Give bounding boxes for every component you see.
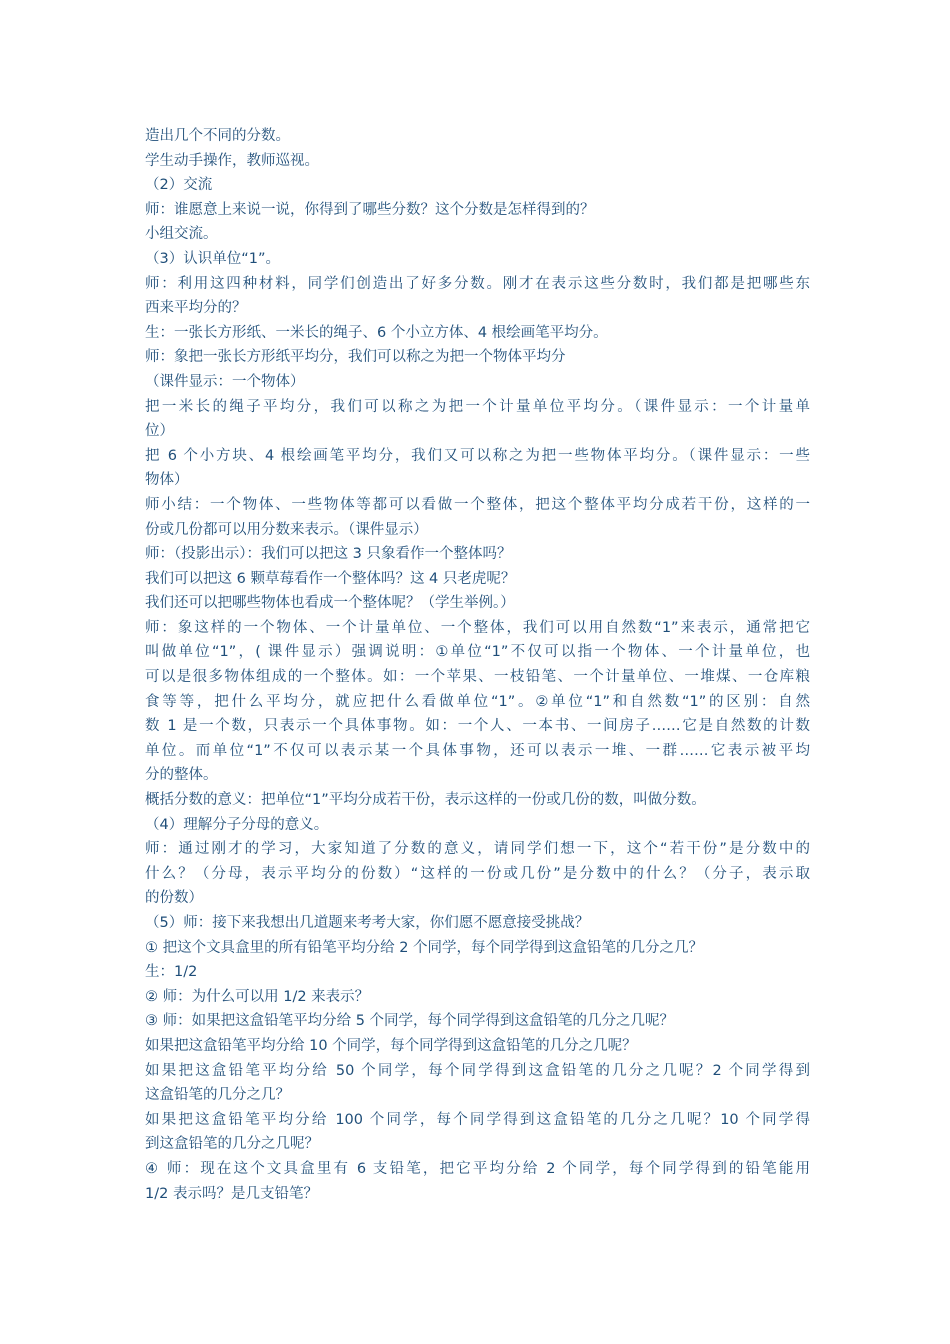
text-line: 这盒铅笔的几分之几？ <box>145 1087 290 1104</box>
text-line: 生：一张长方形纸、一米长的绳子、6 个小立方体、4 根绘画笔平均分。 <box>145 324 608 341</box>
text-line: 的份数） <box>145 890 203 907</box>
text-line: 概括分数的意义：把单位“1”平均分成若干份，表示这样的一份或几份的数，叫做分数。 <box>145 792 706 809</box>
text-line: 我们可以把这 6 颗草莓看作一个整体吗？这 4 只老虎呢？ <box>145 570 516 587</box>
text-line: 物体） <box>145 472 189 489</box>
lesson-text-body <box>145 124 810 1206</box>
text-line: 分的整体。 <box>145 767 218 784</box>
text-line: （5）师：接下来我想出几道题来考考大家，你们愿不愿意接受挑战？ <box>145 915 590 931</box>
text-line: 食等等，把什么平均分，就应把什么看做单位“1”。②单位“1”和自然数“1”的区别：自然 <box>145 693 810 710</box>
text-line: （2）交流 <box>145 177 213 194</box>
text-line: 份或几份都可以用分数来表示。（课件显示） <box>145 521 428 538</box>
text-line: ④ 师：现在这个文具盒里有 6 支铅笔，把它平均分给 2 个同学，每个同学得到的铅笔能用 <box>145 1160 810 1177</box>
text-line: 单位。而单位“1”不仅可以表示某一个具体事物，还可以表示一堆、一群……它表示被平均 <box>145 742 810 759</box>
text-line: ③ 师：如果把这盒铅笔平均分给 5 个同学，每个同学得到这盒铅笔的几分之几呢？ <box>145 1013 675 1030</box>
text-line: 可以是很多物体组成的一个整体。如：一个苹果、一枝铅笔、一个计量单位、一堆煤、一仓库粮 <box>145 669 810 686</box>
text-line: 数 1 是一个数，只表示一个具体事物。如：一个人、一本书、一间房子……它是自然数的计数 <box>145 718 810 735</box>
text-line: 到这盒铅笔的几分之几呢？ <box>145 1136 319 1153</box>
text-line: 把 6 个小方块、4 根绘画笔平均分，我们又可以称之为把一些物体平均分。（课件显示：一些 <box>145 447 810 464</box>
text-line: 生：1/2 <box>145 964 198 981</box>
text-line: 如果把这盒铅笔平均分给 100 个同学，每个同学得到这盒铅笔的几分之几呢？10 个同学得 <box>145 1111 810 1128</box>
text-line: 师：通过刚才的学习，大家知道了分数的意义，请同学们想一下，这个“若干份”是分数中的 <box>145 841 810 858</box>
text-line: （3）认识单位“1”。 <box>145 250 280 267</box>
text-line: 师：谁愿意上来说一说，你得到了哪些分数？这个分数是怎样得到的？ <box>145 201 595 218</box>
text-line: 什么？（分母，表示平均分的份数）“这样的一份或几份”是分数中的什么？（分子，表示取 <box>145 865 810 882</box>
text-line: 西来平均分的？ <box>145 300 247 317</box>
text-line: 如果把这盒铅笔平均分给 10 个同学，每个同学得到这盒铅笔的几分之几呢？ <box>145 1037 637 1054</box>
text-line: 我们还可以把哪些物体也看成一个整体呢？（学生举例。） <box>145 595 515 612</box>
text-line: （课件显示：一个物体） <box>145 373 305 390</box>
text-line: 造出几个不同的分数。 <box>145 128 290 144</box>
text-line: 位） <box>145 423 174 440</box>
text-line: 把一米长的绳子平均分，我们可以称之为把一个计量单位平均分。（课件显示：一个计量单 <box>145 398 810 415</box>
text-line: 学生动手操作，教师巡视。 <box>145 152 319 169</box>
text-line: 小组交流。 <box>145 226 218 243</box>
text-line: ① 把这个文具盒里的所有铅笔平均分给 2 个同学，每个同学得到这盒铅笔的几分之几？ <box>145 939 704 956</box>
text-line: （4）理解分子分母的意义。 <box>145 816 329 833</box>
text-line: 师：象把一张长方形纸平均分，我们可以称之为把一个物体平均分 <box>145 349 566 366</box>
text-line: 如果把这盒铅笔平均分给 50 个同学，每个同学得到这盒铅笔的几分之几呢？2 个同学得到 <box>145 1062 810 1079</box>
text-line: ② 师：为什么可以用 1/2 来表示？ <box>145 988 370 1005</box>
text-line: 师：象这样的一个物体、一个计量单位、一个整体，我们可以用自然数“1”来表示，通常把它 <box>145 619 810 636</box>
text-line: 师：（投影出示）：我们可以把这 3 只象看作一个整体吗？ <box>145 546 512 563</box>
text-line: 1/2 表示吗？是几支铅笔？ <box>145 1185 318 1202</box>
text-line: 师：利用这四种材料，同学们创造出了好多分数。刚才在表示这些分数时，我们都是把哪些东 <box>145 275 810 292</box>
text-line: 叫做单位“1”，( 课件显示）强调说明：①单位“1”不仅可以指一个物体、一个计量单位，也 <box>145 644 810 661</box>
text-line: 师小结：一个物体、一些物体等都可以看做一个整体，把这个整体平均分成若干份，这样的一 <box>145 496 810 513</box>
